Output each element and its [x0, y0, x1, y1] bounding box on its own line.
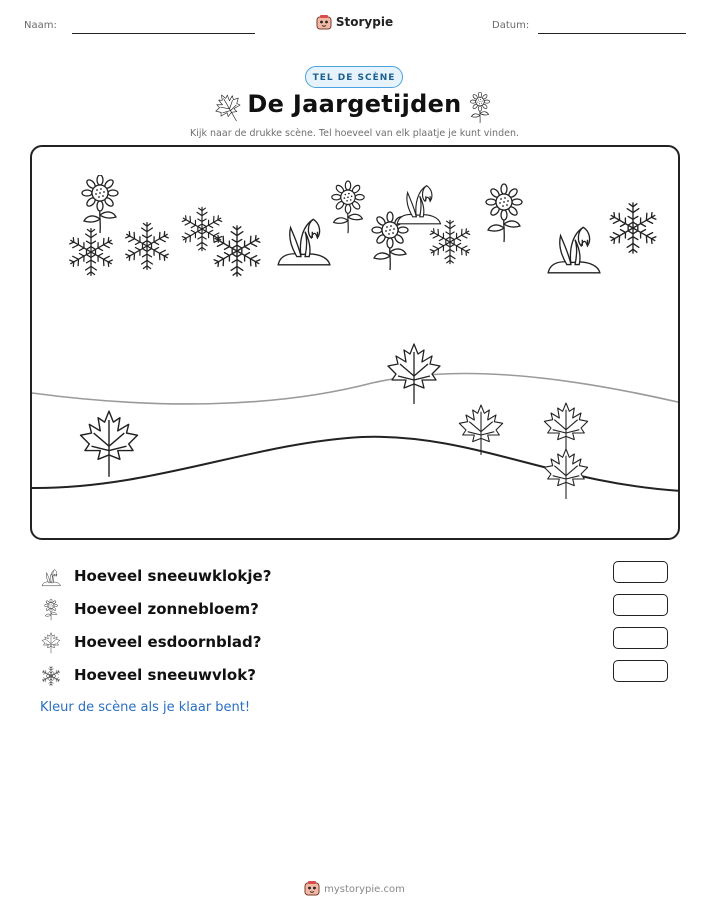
- question-row: [40, 565, 680, 589]
- maple-leaf-icon: [40, 632, 62, 654]
- snowdrop: [397, 186, 440, 224]
- question-text: Hoeveel esdoornblad?: [74, 633, 262, 651]
- answer-box[interactable]: [613, 594, 668, 616]
- name-line[interactable]: [72, 33, 255, 34]
- storypie-logo-icon: [304, 880, 320, 896]
- maple-leaf: [544, 449, 587, 499]
- sunflower: [486, 184, 522, 242]
- snowdrop: [548, 227, 600, 272]
- footer: [0, 880, 709, 896]
- brand: [0, 14, 709, 30]
- maple-leaf: [544, 403, 587, 453]
- maple-leaf: [388, 344, 440, 404]
- storypie-logo-icon: [316, 14, 332, 30]
- snowflake: [429, 220, 472, 263]
- answer-box[interactable]: [613, 561, 668, 583]
- sunflower-icon: [43, 599, 59, 621]
- maple-leaf: [81, 411, 138, 477]
- answer-box[interactable]: [613, 627, 668, 649]
- brand-name: Storypie: [335, 15, 394, 29]
- snowflake: [124, 223, 170, 270]
- snowdrop-icon: [40, 566, 62, 588]
- scene-panel: [30, 145, 680, 540]
- count-scene-badge: TEL DE SCÈNE: [305, 66, 403, 88]
- page-title: De Jaargetijden: [247, 90, 462, 118]
- snowflake: [68, 229, 114, 276]
- snowflake: [212, 226, 261, 276]
- question-row: [40, 664, 680, 688]
- question-text: Hoeveel sneeuwklokje?: [74, 567, 272, 585]
- snowflake-icon: [40, 665, 62, 687]
- name-label: Naam:: [24, 20, 57, 31]
- question-text: Hoeveel sneeuwvlok?: [74, 666, 256, 684]
- date-label: Datum:: [492, 20, 530, 31]
- coloring-note: Kleur de scène als je klaar bent!: [40, 700, 251, 715]
- question-row: [40, 631, 680, 655]
- instruction-text: Kijk naar de drukke scène. Tel hoeveel van elk plaatje je kunt vinden.: [190, 128, 519, 139]
- date-line[interactable]: [538, 33, 686, 34]
- snowdrop: [278, 219, 330, 264]
- answer-box[interactable]: [613, 660, 668, 682]
- sunflower: [332, 181, 364, 233]
- sunflower-icon: [468, 92, 492, 124]
- footer-url[interactable]: mystorypie.com: [324, 884, 405, 895]
- sunflower: [82, 175, 118, 233]
- snowflake: [608, 203, 657, 253]
- scene-illustration: [32, 147, 680, 540]
- question-text: Hoeveel zonnebloem?: [74, 600, 259, 618]
- snowflake: [181, 207, 224, 250]
- question-row: [40, 598, 680, 622]
